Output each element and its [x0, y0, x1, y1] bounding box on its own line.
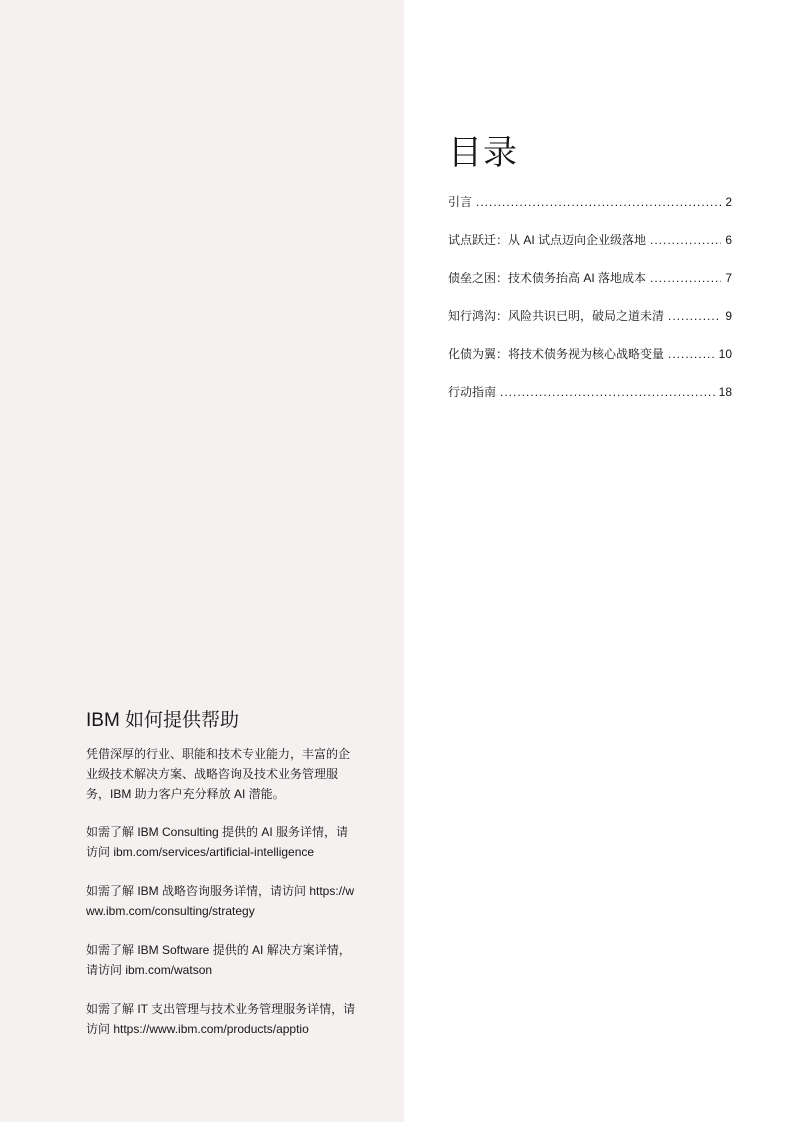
- toc-leader-dots: [650, 231, 721, 249]
- help-link-text: 如需了解 IBM 战略咨询服务详情，请访问: [86, 884, 310, 898]
- toc-item-page: 7: [725, 271, 732, 285]
- help-link-software: [86, 940, 360, 980]
- watson-link[interactable]: ibm.com/watson: [125, 963, 213, 977]
- toc-item-gap[interactable]: [448, 307, 732, 345]
- help-title: IBM 如何提供帮助: [86, 710, 240, 731]
- help-intro: 凭借深厚的行业、职能和技术专业能力，丰富的企业级技术解决方案、战略咨询及技术业务管理服务，IBM 助力客户充分释放 AI 潜能。: [86, 747, 351, 801]
- ai-services-link[interactable]: ibm.com/services/artificial-intelligence: [113, 845, 315, 859]
- toc-item-strategy[interactable]: [448, 345, 732, 383]
- toc-item-pilot[interactable]: [448, 231, 732, 269]
- help-section: [86, 708, 360, 1058]
- help-link-ai-services: [86, 822, 360, 862]
- toc-list: [448, 193, 732, 421]
- toc-item-label: 知行鸿沟：风险共识已明，破局之道未清: [448, 309, 665, 323]
- toc-item-page: 18: [718, 385, 732, 399]
- toc-item-debt[interactable]: [448, 269, 732, 307]
- toc-leader-dots: [668, 345, 715, 363]
- toc-title: 目录: [448, 134, 518, 172]
- toc-item-page: 9: [725, 309, 732, 323]
- toc-item-page: 10: [718, 347, 732, 361]
- toc-item-label: 化债为翼：将技术债务视为核心战略变量: [448, 347, 665, 361]
- help-link-text: 如需了解 IBM Software 提供的 AI 解决方案详情，请访问: [86, 943, 351, 977]
- toc-item-page: 6: [725, 233, 732, 247]
- toc-item-label: 引言: [448, 195, 473, 209]
- toc-leader-dots: [668, 307, 721, 325]
- toc-item-label: 行动指南: [448, 385, 497, 399]
- toc-item-label: 试点跃迁：从 AI 试点迈向企业级落地: [448, 233, 647, 247]
- toc-item-intro[interactable]: [448, 193, 732, 231]
- toc-leader-dots: [476, 193, 721, 211]
- apptio-link[interactable]: https://www.ibm.com/products/apptio: [113, 1022, 309, 1036]
- strategy-link[interactable]: https://www.ibm.com/consulting/strategy: [86, 884, 355, 918]
- toc-item-actions[interactable]: [448, 383, 732, 421]
- help-link-text: 如需了解 IBM Consulting 提供的 AI 服务详情，请访问: [86, 825, 349, 859]
- toc-leader-dots: [650, 269, 721, 287]
- help-link-text: 如需了解 IT 支出管理与技术业务管理服务详情，请访问: [86, 1002, 356, 1036]
- help-link-strategy: [86, 881, 360, 921]
- toc-item-page: 2: [725, 195, 732, 209]
- toc-leader-dots: [500, 383, 715, 401]
- help-link-apptio: [86, 999, 360, 1039]
- toc-item-label: 债垒之困：技术债务抬高 AI 落地成本: [448, 271, 647, 285]
